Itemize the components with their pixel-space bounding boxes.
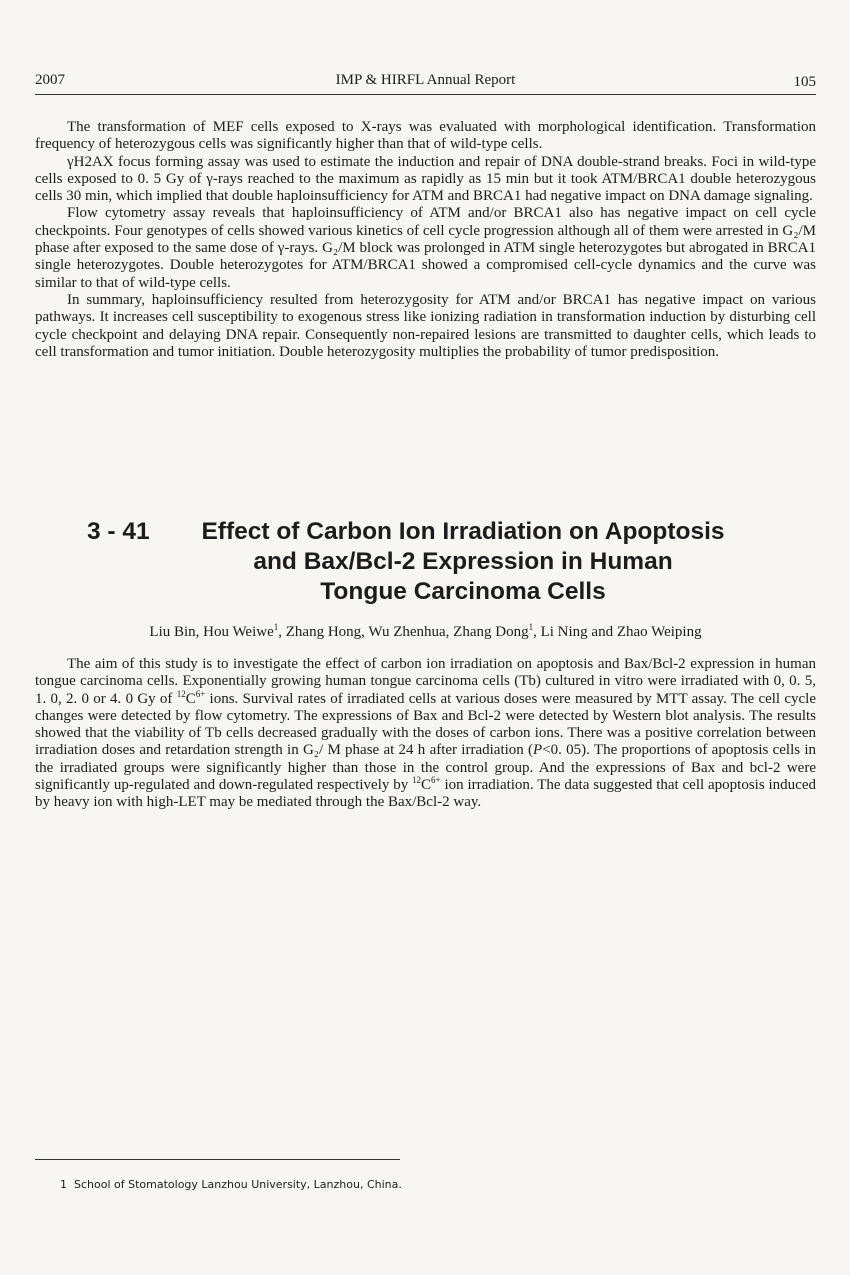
p-value-symbol: P (533, 742, 543, 759)
header-year: 2007 (35, 72, 65, 88)
ion-charge: 6+ (195, 688, 206, 699)
author-list (35, 624, 816, 641)
isotope-element: C (421, 777, 432, 794)
previous-article-text (35, 119, 816, 361)
paragraph: In summary, haploinsufficiency resulted from heterozygosity for ATM and/or BRCA1 has negative impact on various pathways. It increases cell susceptibility to exogenous stress like ionizing radiation in transformation induction by disturbing cell cycle checkpoint and delaying DNA repair. Consequently non-repaired lesions are transmitted to daughter cells, which leads to cell transformation and tumor initiation. Double heterozygosity multiplies the probability of tumor predisposition. (35, 291, 816, 360)
authors-part: , Zhang Hong, Wu Zhenhua, Zhang Dong (278, 624, 529, 640)
footnote-text: School of Stomatology Lanzhou University, Lanzhou, China. (74, 1178, 402, 1191)
abstract-text: ion irradiation. The data suggested that cell apoptosis induced by heavy ion with high-LET may be mediated through the Bax/Bcl-2 way. (35, 777, 816, 811)
paragraph: γH2AX focus forming assay was used to estimate the induction and repair of DNA double-strand breaks. Foci in wild-type cells exposed to 0. 5 Gy of γ-rays reached to the maximum as rapidly as 15 min but it took ATM/BRCA1 double heterozygous cells 30 min, which implied that double haploinsufficiency for ATM and BRCA1 had negative impact on DNA damage signaling. (35, 153, 816, 205)
article-number: 3 - 41 (87, 518, 150, 545)
footnote-marker: 1 (60, 1178, 67, 1191)
ion-charge: 6+ (431, 775, 441, 786)
abstract-text: The aim of this study is to investigate the effect of carbon ion irradiation on apoptosis and Bax/Bcl-2 expression in human tongue carcinoma cells. Exponentially growing human tongue carcinoma cells (Tb) cultured in vitro were irradiated with 0, 0. 5, 1. 0, 2. 0 or 4. 0 Gy of (35, 656, 816, 707)
abstract-text: <0. 05). The proportions of apoptosis cells in the irradiated groups were significantly higher than those in the control group. And the expressions of Bax and bcl-2 were significantly up-regulated and down-regulated respectively by (35, 742, 816, 794)
affiliation-mark: 1 (273, 622, 279, 632)
footnote-divider (35, 1159, 400, 1160)
isotope-mass: 12 (412, 775, 422, 786)
page-header (35, 70, 816, 95)
article-abstract (35, 656, 816, 812)
header-journal-title: IMP & HIRFL Annual Report (335, 72, 516, 88)
title-line: Effect of Carbon Ion Irradiation on Apoptosis (201, 518, 725, 545)
isotope-element: C (185, 690, 196, 707)
footnote (60, 1178, 402, 1191)
article-title-lines (110, 517, 816, 607)
abstract-text: ions. Survival rates of irradiated cells at various doses were measured by MTT assay. The cell cycle changes were detected by flow cytometry. The expressions of Bax and Bcl-2 were detected by Western blot analysis. The results showed that the viability of Tb cells decreased gradually with the doses of carbon ions. There was a positive correlation between irradiation doses and retardation strength in G₂/ M phase at 24 h after irradiation ( (35, 690, 817, 759)
authors-part: , Li Ning and Zhao Weiping (533, 624, 702, 640)
paragraph: The transformation of MEF cells exposed to X-rays was evaluated with morphological identification. Transformation frequency of heterozygous cells was significantly higher than that of wild-type cells. (35, 119, 816, 153)
paragraph: Flow cytometry assay reveals that haploinsufficiency of ATM and/or BRCA1 also has negative impact on cell cycle checkpoints. Four genotypes of cells showed various kinetics of cell cycle progression although all of them were arrested in G₂/M phase after exposed to the same dose of γ-rays. G₂/M block was prolonged in ATM single heterozygotes but abrogated in BRCA1 single heterozygotes. Double heterozygotes for ATM/BRCA1 showed a compromised cell-cycle dynamics and the curve was similar to that of wild-type cells. (35, 205, 816, 291)
authors-part: Liu Bin, Hou Weiwe (149, 624, 274, 640)
title-line: and Bax/Bcl-2 Expression in Human (253, 548, 673, 575)
abstract-paragraph (35, 656, 816, 812)
affiliation-mark: 1 (528, 622, 534, 632)
isotope-mass: 12 (176, 688, 186, 699)
page-number: 105 (793, 74, 816, 90)
title-line: Tongue Carcinoma Cells (320, 578, 606, 605)
